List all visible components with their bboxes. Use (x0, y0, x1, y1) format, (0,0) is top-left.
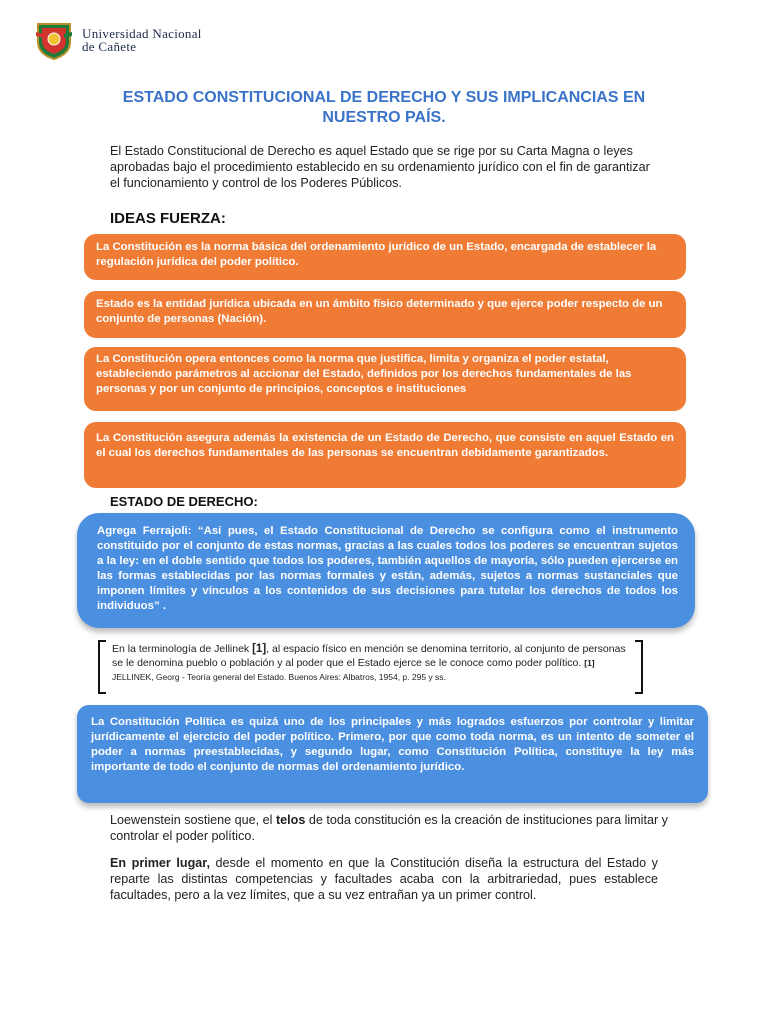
university-name-line1: Universidad Nacional (82, 26, 202, 41)
idea-box-4: La Constitución asegura además la existencia de un Estado de Derecho, que consiste en aquel Estado en el cual los derechos fundamentales de las personas se encuentran debidamente garantizados. (84, 422, 686, 488)
ideas-fuerza-heading: IDEAS FUERZA: (110, 210, 226, 227)
intro-paragraph: El Estado Constitucional de Derecho es aquel Estado que se rige por su Carta Magna o leyes aprobadas bajo el procedimiento establecido en su ordenamiento jurídico con el fin de garantizar el funcionamiento y control de los Poderes Públicos. (110, 144, 650, 190)
primer-lugar-lead: En primer lugar, (110, 856, 210, 870)
jellinek-text (112, 642, 632, 684)
jellinek-text-rest: , al espacio físico en mención se denomina territorio, al conjunto de personas se le denomina pueblo o población y al poder que el Estado ejerce se le conoce como poder político. (112, 643, 626, 669)
jellinek-text-start: En la terminología de Jellinek (112, 643, 253, 655)
right-bracket (635, 640, 643, 694)
loewenstein-text-start: Loewenstein sostiene que, el (110, 813, 276, 827)
constitucion-politica-box: La Constitución Política es quizá uno de los principales y más logrados esfuerzos por controlar y limitar jurídicamente el ejercicio del poder político. Primero, por que como toda norma, es un intento de someter el poder a normas preestablecidas, y segundo lugar, como Constitución Política, constituye la ley más importante de todo el conjunto de normas del ordenamiento jurídico. (77, 705, 708, 803)
idea-box-2: Estado es la entidad jurídica ubicada en un ámbito físico determinado y que ejerce poder respecto de un conjunto de personas (Nación). (84, 291, 686, 338)
primer-lugar-text: desde el momento en que la Constitución diseña la estructura del Estado y reparte las distintas competencias y facultades acaba con la arbitrariedad, pues establece facultades, pero a la vez límites, que a su vez entrañan ya un primer control. (110, 856, 658, 902)
idea-box-1: La Constitución es la norma básica del ordenamiento jurídico de un Estado, encargada de establecer la regulación jurídica del poder político. (84, 234, 686, 280)
footnote-ref-link[interactable]: [1] (252, 643, 267, 655)
footnote-cite-text: JELLINEK, Georg - Teoría general del Estado. Buenos Aires: Albatros, 1954, p. 295 y ss. (112, 672, 446, 682)
university-name (82, 27, 202, 53)
university-crest-logo (34, 22, 74, 60)
document-title: ESTADO CONSTITUCIONAL DE DERECHO Y SUS IMPLICANCIAS EN NUESTRO PAÍS. (122, 89, 646, 126)
idea-box-3: La Constitución opera entonces como la norma que justifica, limita y organiza el poder estatal, estableciendo parámetros al accionar del Estado, definidos por los derechos fundamentales de las personas y por un conjunto de principios, conceptos e instituciones (84, 347, 686, 411)
telos-term: telos (275, 813, 306, 827)
footnote-cite-ref: [1] (584, 658, 595, 668)
loewenstein-text-rest: de toda constitución es la creación de instituciones para limitar y controlar el poder político. (110, 813, 668, 843)
jellinek-note (98, 640, 643, 690)
university-name-line2: de Cañete (82, 39, 137, 54)
ferrajoli-quote-box: Agrega Ferrajoli: “Así pues, el Estado Constitucional de Derecho se configura como el instrumento constituido por el conjunto de estas normas, gracias a las cuales todos los poderes se encuentran sujetos a la ley: en el doble sentido que todos los poderes, también aquellos de mayoría, sólo pueden ejercerse en las formas establecidas por las normas formales y están, además, sujetos a normas sustanciales que imponen límites y vínculos a los contenidos de sus decisiones para tutelar los derechos de todos los individuos” . (77, 513, 695, 628)
loewenstein-paragraph (110, 812, 670, 844)
left-bracket (98, 640, 106, 694)
primer-lugar-paragraph (110, 855, 658, 903)
estado-de-derecho-heading: ESTADO DE DERECHO: (110, 494, 258, 509)
